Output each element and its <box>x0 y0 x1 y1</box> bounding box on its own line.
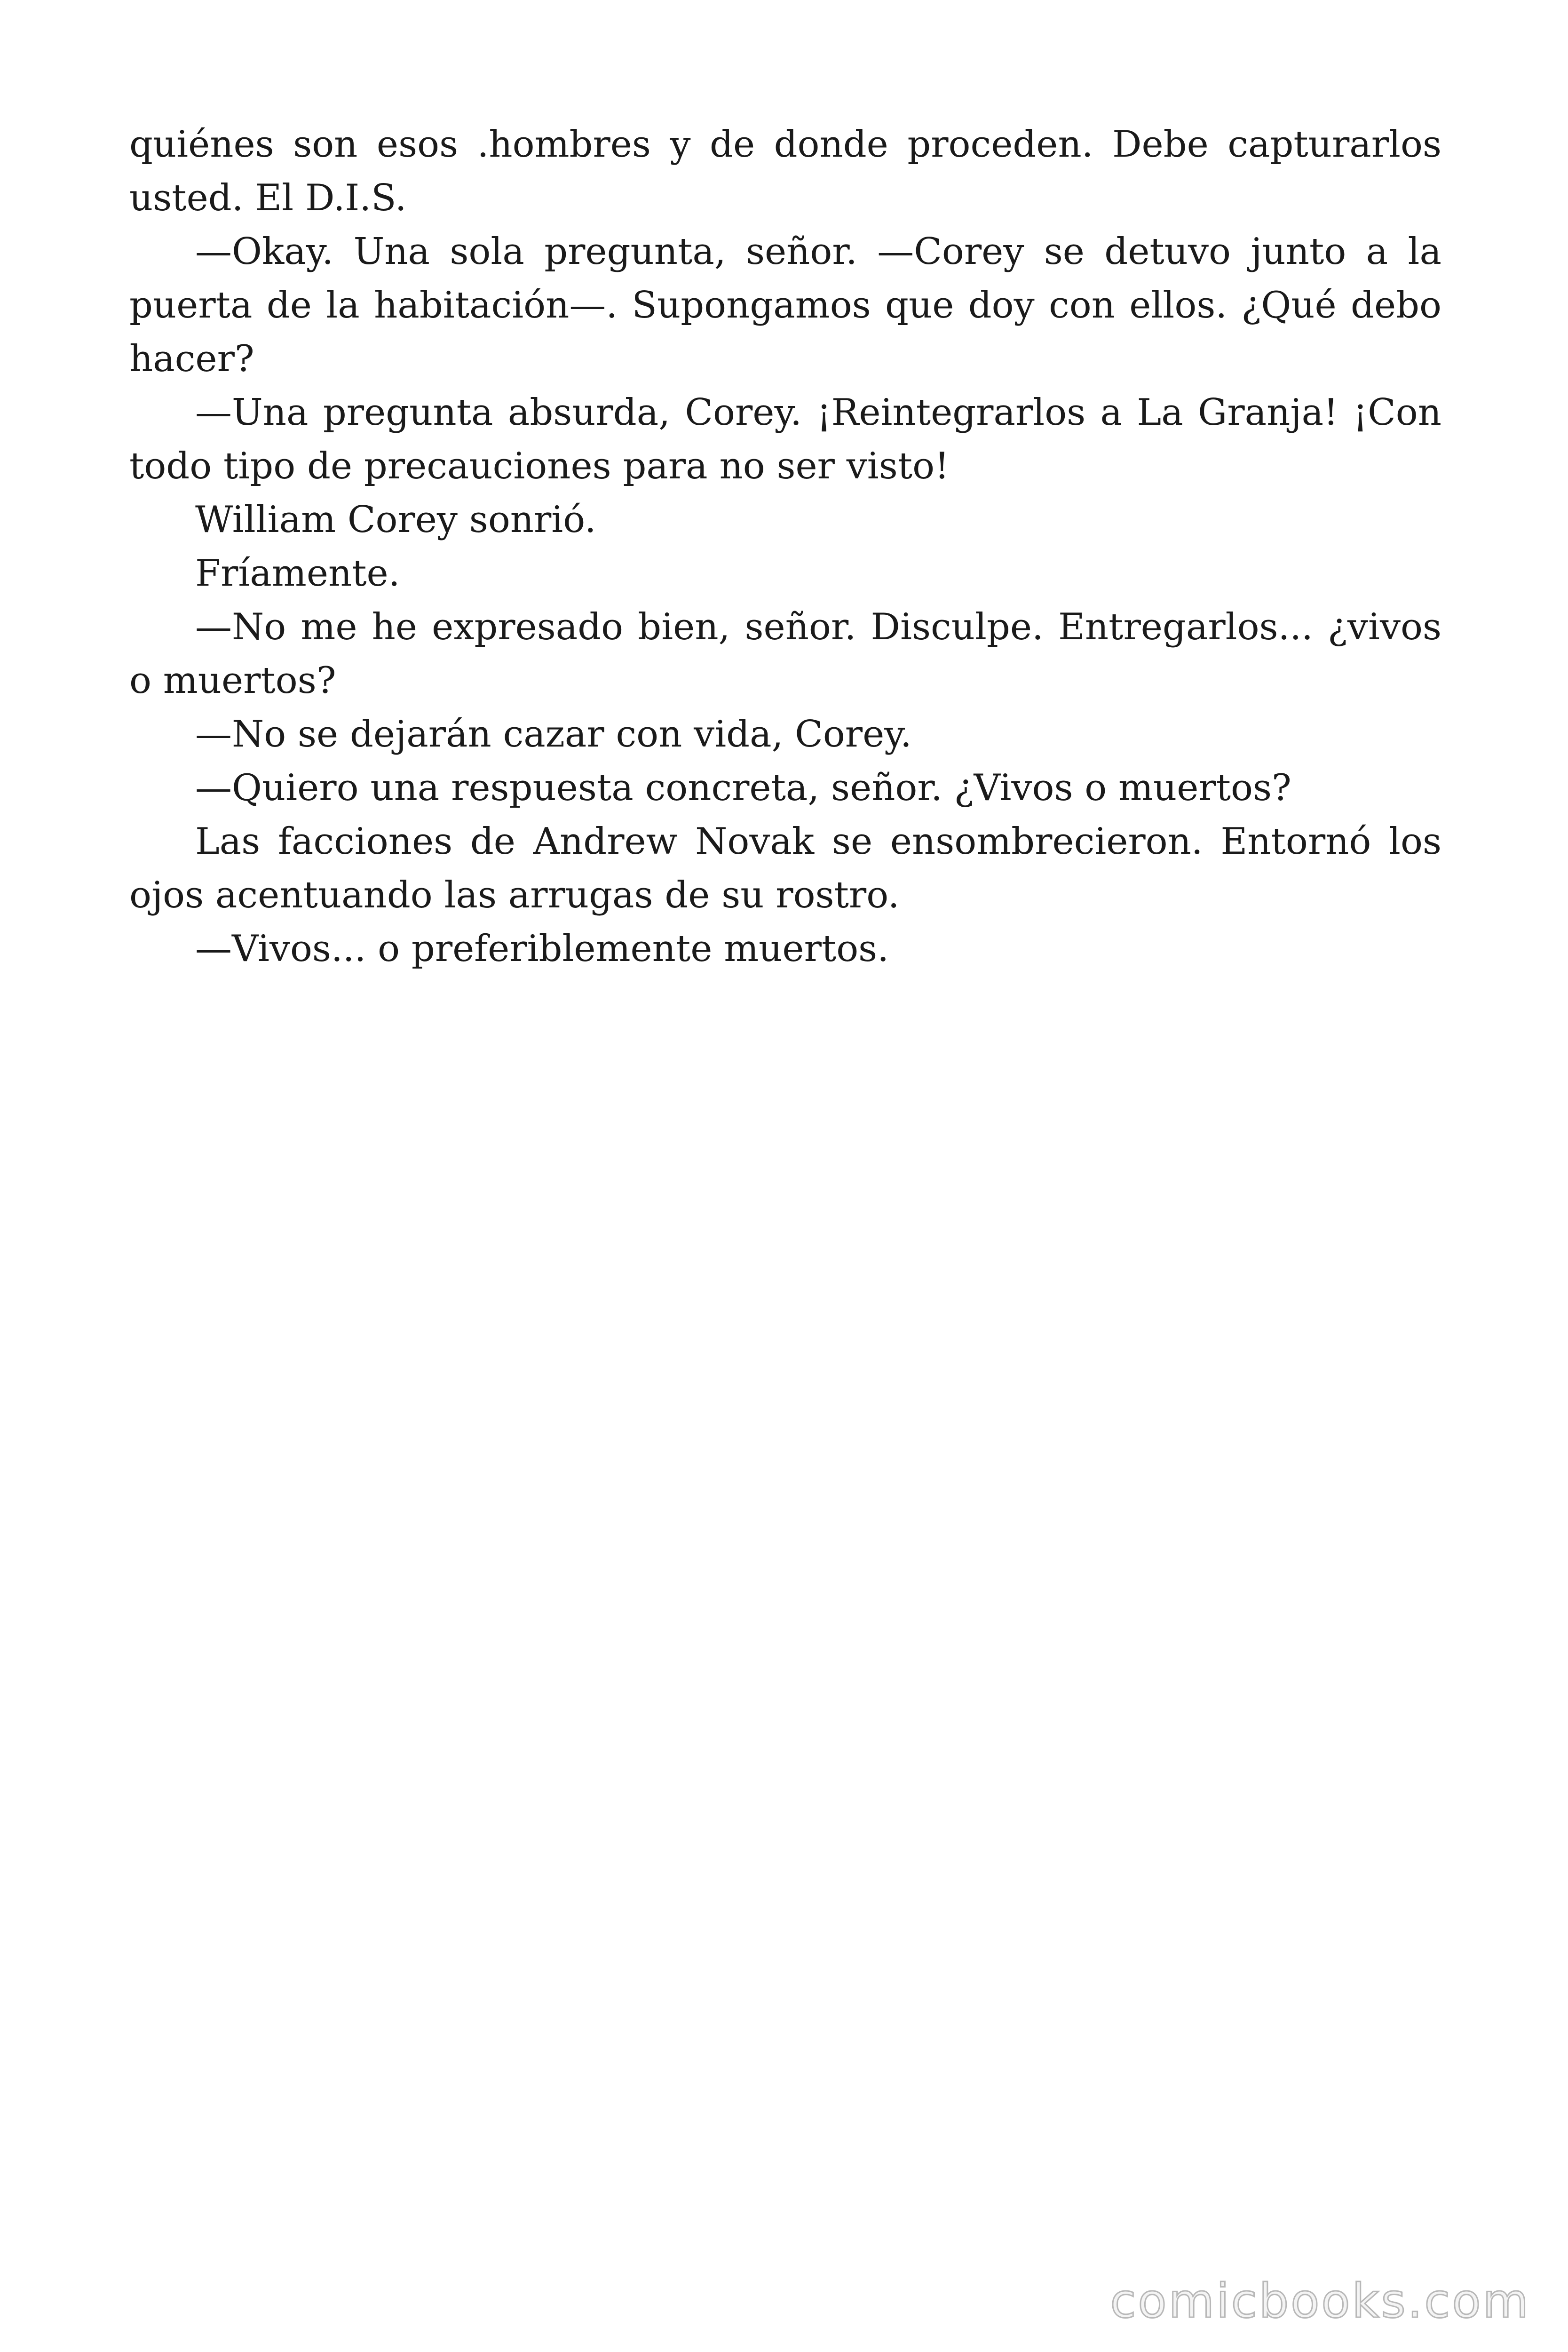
paragraph: William Corey sonrió. <box>195 499 596 541</box>
watermark: comicbooks.com <box>1110 2273 1530 2328</box>
paragraph: —Una pregunta absurda, Corey. ¡Reintegrarlos a La Granja! ¡Con todo tipo de precauciones para no ser visto! <box>129 391 1441 487</box>
paragraph: —No me he expresado bien, señor. Disculpe. Entregarlos... ¿vivos o muertos? <box>129 606 1441 702</box>
paragraph: —No se dejarán cazar con vida, Corey. <box>195 713 912 755</box>
paragraph: Las facciones de Andrew Novak se ensombrecieron. Entornó los ojos acentuando las arrugas de su rostro. <box>129 820 1441 916</box>
paragraph: —Okay. Una sola pregunta, señor. —Corey se detuvo junto a la puerta de la habitación—. Supongamos que doy con ellos. ¿Qué debo hacer? <box>129 230 1441 380</box>
paragraph: Fríamente. <box>195 552 400 595</box>
paragraph: —Quiero una respuesta concreta, señor. ¿Vivos o muertos? <box>195 767 1291 809</box>
body-text <box>129 118 1441 976</box>
paragraph: —Vivos... o preferiblemente muertos. <box>195 928 889 970</box>
paragraph: quiénes son esos .hombres y de donde proceden. Debe capturarlos usted. El D.I.S. <box>129 123 1441 219</box>
